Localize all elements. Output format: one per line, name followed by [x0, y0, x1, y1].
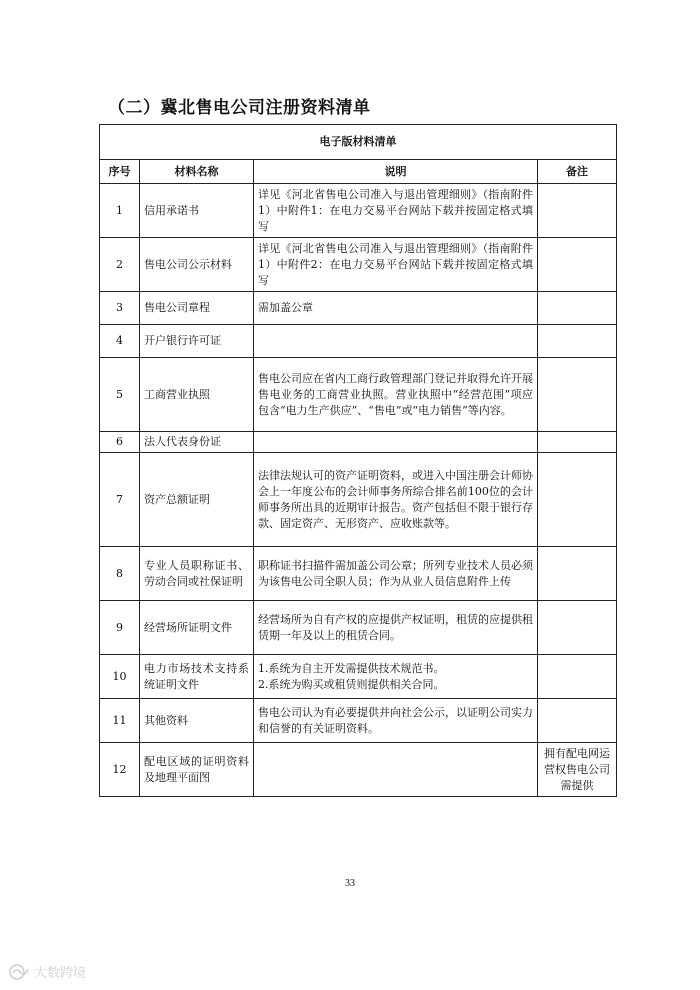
- material-name: 工商营业执照: [140, 358, 254, 432]
- material-description: 法律法规认可的资产证明资料，或进入中国注册会计师协会上一年度公布的会计师事务所综合排名前100位的会计师事务所出具的近期审计报告。资产包括但不限于银行存款、固定资产、无形资产、应收账款等。: [254, 453, 538, 547]
- material-note: [538, 432, 617, 453]
- material-name: 资产总额证明: [140, 453, 254, 547]
- row-number: 11: [100, 699, 140, 743]
- material-name: 法人代表身份证: [140, 432, 254, 453]
- table-row: [100, 699, 617, 743]
- material-description: 1.系统为自主开发需提供技术规范书。 2.系统为购买或租赁则提供相关合同。: [254, 655, 538, 699]
- table-row: [100, 358, 617, 432]
- material-name: 其他资料: [140, 699, 254, 743]
- table-row: [100, 547, 617, 601]
- material-name: 信用承诺书: [140, 184, 254, 238]
- watermark: [8, 962, 86, 981]
- table-row: [100, 655, 617, 699]
- row-number: 9: [100, 601, 140, 655]
- material-name: 专业人员职称证书、劳动合同或社保证明: [140, 547, 254, 601]
- table-row: [100, 238, 617, 292]
- row-number: 3: [100, 292, 140, 325]
- material-note: [538, 184, 617, 238]
- material-note: [538, 601, 617, 655]
- material-note: [538, 655, 617, 699]
- table-row: [100, 292, 617, 325]
- material-note: [538, 292, 617, 325]
- material-note: [538, 453, 617, 547]
- material-note: [538, 238, 617, 292]
- material-note: [538, 547, 617, 601]
- row-number: 1: [100, 184, 140, 238]
- table-row: [100, 325, 617, 358]
- material-name: 售电公司公示材料: [140, 238, 254, 292]
- material-note: [538, 325, 617, 358]
- row-number: 7: [100, 453, 140, 547]
- material-description: 售电公司认为有必要提供并向社会公示，以证明公司实力和信誉的有关证明资料。: [254, 699, 538, 743]
- material-name: 电力市场技术支持系统证明文件: [140, 655, 254, 699]
- column-header: 序号: [100, 160, 140, 184]
- table-title: 电子版材料清单: [100, 125, 617, 160]
- material-name: 开户银行许可证: [140, 325, 254, 358]
- material-description: [254, 325, 538, 358]
- column-header: 说明: [254, 160, 538, 184]
- material-note: 拥有配电网运营权售电公司需提供: [538, 743, 617, 797]
- table-row: [100, 601, 617, 655]
- material-description: 经营场所为自有产权的应提供产权证明，租赁的应提供租赁期一年及以上的租赁合同。: [254, 601, 538, 655]
- row-number: 4: [100, 325, 140, 358]
- section-heading: （二）冀北售电公司注册资料清单: [108, 98, 371, 118]
- row-number: 5: [100, 358, 140, 432]
- table-row: [100, 184, 617, 238]
- row-number: 12: [100, 743, 140, 797]
- page-number: 33: [345, 878, 355, 889]
- watermark-logo-icon: [8, 963, 30, 981]
- column-header: 备注: [538, 160, 617, 184]
- material-description: 详见《河北省售电公司准入与退出管理细则》（指南附件1）中附件2：在电力交易平台网站下载并按固定格式填写: [254, 238, 538, 292]
- table-row: [100, 743, 617, 797]
- table-row: [100, 432, 617, 453]
- row-number: 6: [100, 432, 140, 453]
- row-number: 10: [100, 655, 140, 699]
- materials-table: [99, 124, 617, 797]
- material-description: [254, 432, 538, 453]
- material-description: 职称证书扫描件需加盖公司公章；所列专业技术人员必须为该售电公司全职人员；作为从业人员信息附件上传: [254, 547, 538, 601]
- material-name: 经营场所证明文件: [140, 601, 254, 655]
- column-header-row: [100, 160, 617, 184]
- material-name: 售电公司章程: [140, 292, 254, 325]
- column-header: 材料名称: [140, 160, 254, 184]
- material-note: [538, 699, 617, 743]
- material-note: [538, 358, 617, 432]
- material-description: 售电公司应在省内工商行政管理部门登记并取得允许开展售电业务的工商营业执照。营业执照中“经营范围”项应包含“电力生产供应”、“售电”或“电力销售”等内容。: [254, 358, 538, 432]
- material-name: 配电区域的证明资料及地理平面图: [140, 743, 254, 797]
- material-description: 详见《河北省售电公司准入与退出管理细则》（指南附件1）中附件1：在电力交易平台网站下载并按固定格式填写: [254, 184, 538, 238]
- material-description: [254, 743, 538, 797]
- material-description: 需加盖公章: [254, 292, 538, 325]
- watermark-text: 大数跨境: [34, 966, 87, 981]
- table-row: [100, 453, 617, 547]
- row-number: 8: [100, 547, 140, 601]
- row-number: 2: [100, 238, 140, 292]
